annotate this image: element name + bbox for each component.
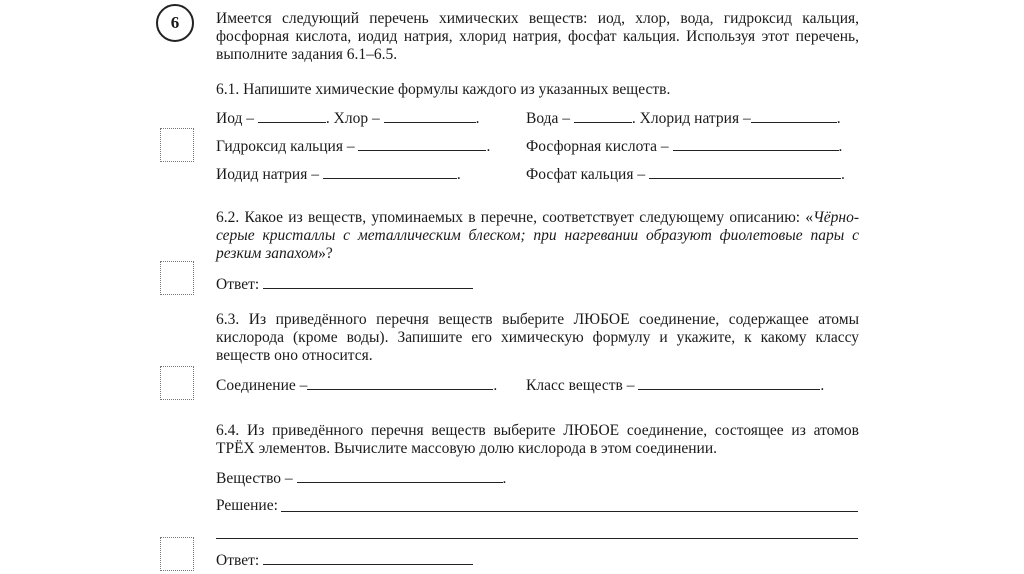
q64-substance-row: [216, 469, 506, 488]
q63-class-label: Класс веществ –: [526, 377, 635, 394]
punct: .: [838, 138, 843, 155]
q61-gidroksid-blank[interactable]: [358, 137, 486, 151]
q62-text: [216, 209, 859, 263]
q61-fosfornaya-label: Фосфорная кислота –: [526, 138, 669, 155]
q61-iod-label: Иод –: [216, 110, 255, 127]
q63-class-row: [526, 376, 824, 395]
q62-text-after: »?: [318, 245, 333, 262]
q61-chlor-label: Хлор –: [333, 110, 380, 127]
score-box-6-3[interactable]: [160, 366, 194, 400]
punct: .: [475, 110, 480, 127]
q62-quote: Чёрно-серые кристаллы с металлическим блеском; при нагревании образуют фиолетовые пары с резким запахом: [216, 209, 859, 262]
q64-solution-row: [216, 497, 278, 515]
q63-compound-blank[interactable]: [307, 376, 493, 390]
q64-text: 6.4. Из приведённого перечня веществ выберите ЛЮБОЕ соединение, состоящее из атомов ТРЁХ элементов. Вычислите массовую долю кислорода в этом соединении.: [216, 422, 859, 457]
q64-solution-line-1[interactable]: [281, 511, 858, 512]
q63-text: 6.3. Из приведённого перечня веществ выберите ЛЮБОЕ соединение, содержащее атомы кислорода (кроме воды). Запишите его химическую формулу и укажите, к какому классу веществ оно относится.: [216, 311, 859, 364]
task-number: 6: [170, 13, 180, 32]
punct: .: [486, 138, 491, 155]
q61-iodid-blank[interactable]: [323, 165, 457, 179]
score-box-6-4[interactable]: [160, 537, 194, 571]
q64-answer-label: Ответ:: [216, 552, 260, 569]
q61-iodid-label: Иодид натрия –: [216, 166, 319, 183]
q61-chlorid-label: Хлорид натрия –: [639, 110, 751, 127]
q61-fosfornaya-blank[interactable]: [673, 137, 839, 151]
q61-row-1-right: [526, 109, 841, 128]
task-intro: Имеется следующий перечень химических веществ: иод, хлор, вода, гидроксид кальция, фосфорная кислота, иодид натрия, хлорид натрия, фосфат кальция. Используя этот перечень, выполните задания 6.1–6.5.: [216, 10, 859, 63]
punct: .: [502, 470, 507, 487]
task-number-badge: [156, 4, 194, 42]
q61-voda-blank[interactable]: [574, 109, 632, 123]
q64-substance-label: Вещество –: [216, 470, 293, 487]
q61-voda-label: Вода –: [526, 110, 571, 127]
q64-solution-line-2[interactable]: [216, 538, 858, 539]
q63-compound-label: Соединение –: [216, 377, 308, 394]
q61-row-3-left: [216, 165, 461, 184]
punct: .: [493, 377, 498, 394]
q61-fosfat-label: Фосфат кальция –: [526, 166, 646, 183]
q61-gidroksid-label: Гидроксид кальция –: [216, 138, 355, 155]
q61-row-1-left: [216, 109, 479, 128]
q62-answer-label: Ответ:: [216, 276, 260, 293]
score-box-6-2[interactable]: [160, 261, 194, 295]
punct: .: [840, 166, 845, 183]
q61-row-2-left: [216, 137, 490, 156]
punct: .: [325, 110, 330, 127]
q61-chlorid-blank[interactable]: [751, 109, 837, 123]
punct: .: [631, 110, 636, 127]
q62-answer-row: [216, 275, 473, 294]
punct: .: [836, 110, 841, 127]
q61-iod-blank[interactable]: [258, 109, 326, 123]
score-box-6-1[interactable]: [160, 128, 194, 162]
q63-compound-row: [216, 376, 497, 395]
q64-answer-blank[interactable]: [263, 551, 473, 565]
q62-text-before: 6.2. Какое из веществ, упоминаемых в перечне, соответствует следующему описанию: «: [216, 209, 814, 226]
q61-chlor-blank[interactable]: [384, 109, 476, 123]
q61-row-3-right: [526, 165, 845, 184]
q64-answer-row: [216, 551, 473, 570]
punct: .: [456, 166, 461, 183]
q64-substance-blank[interactable]: [297, 469, 503, 483]
q61-row-2-right: [526, 137, 842, 156]
q64-solution-label: Решение:: [216, 497, 278, 514]
q61-title: 6.1. Напишите химические формулы каждого из указанных веществ.: [216, 81, 671, 98]
q63-class-blank[interactable]: [638, 376, 820, 390]
q62-answer-blank[interactable]: [263, 275, 473, 289]
punct: .: [820, 377, 825, 394]
q61-fosfat-blank[interactable]: [649, 165, 841, 179]
